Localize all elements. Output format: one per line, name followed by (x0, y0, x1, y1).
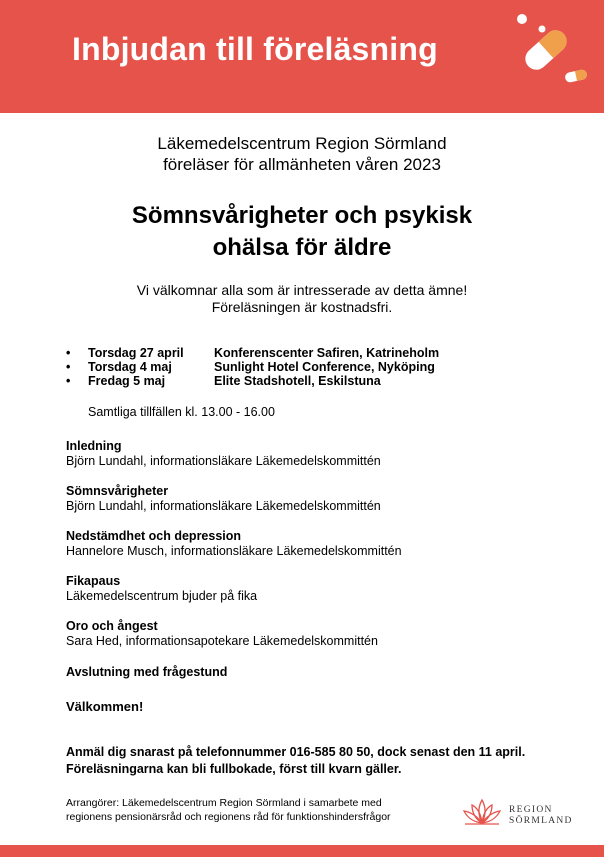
welcome-line: Vi välkomnar alla som är intresserade av detta ämne! (136, 282, 468, 298)
lecture-title-line: ohälsa för äldre (212, 234, 392, 261)
program-detail: Björn Lundahl, informationsläkare Läkemedelskommittén (66, 499, 381, 513)
bullet: • (66, 346, 71, 360)
program-detail: Läkemedelscentrum bjuder på fika (66, 589, 258, 603)
program-detail: Sara Hed, informationsapotekare Läkemedelskommittén (66, 634, 378, 648)
organizers-note (66, 796, 391, 824)
program-heading: Avslutning med frågestund (66, 665, 228, 679)
schedule-venue: Elite Stadshotell, Eskilstuna (214, 374, 381, 388)
registration-line: Föreläsningarna kan bli fullbokade, först till kvarn gäller. (66, 762, 402, 776)
logo-word: REGION (509, 805, 553, 815)
program-heading: Fikapaus (66, 574, 121, 588)
program-heading: Välkommen! (66, 699, 144, 714)
header-banner (0, 0, 604, 113)
capsule-icon (521, 26, 571, 74)
pill-dot-icon (517, 14, 527, 24)
schedule-date: Torsdag 27 april (88, 346, 184, 360)
program-detail: Björn Lundahl, informationsläkare Läkemedelskommittén (66, 454, 381, 468)
program-item (66, 574, 257, 604)
program-item (66, 619, 378, 649)
pill-dot-icon (539, 26, 546, 33)
program-item (66, 484, 381, 514)
program-heading: Oro och ångest (66, 619, 158, 633)
program-heading: Sömnsvårigheter (66, 484, 169, 498)
schedule-venue: Konferenscenter Safiren, Katrineholm (214, 346, 440, 360)
bullet: • (66, 360, 71, 374)
footer-bar (0, 845, 604, 857)
lecture-title (0, 200, 604, 264)
org-line: föreläser för allmänheten våren 2023 (163, 155, 441, 174)
page-title: Inbjudan till föreläsning (72, 31, 438, 67)
program-heading: Nedstämdhet och depression (66, 529, 242, 543)
lotus-icon (464, 800, 500, 824)
program-item (66, 529, 402, 559)
program-heading: Inledning (66, 439, 122, 453)
welcome-line: Föreläsningen är kostnadsfri. (211, 299, 393, 315)
organizers-line: regionens pensionärsråd och regionens råd för funktionshindersfrågor (66, 811, 391, 823)
logo-word: SÖRMLAND (509, 816, 573, 826)
welcome-text (0, 282, 604, 316)
program-item (66, 665, 227, 680)
registration-line: Anmäl dig snarast på telefonnummer 016-585 80 50, dock senast den 11 april. (66, 745, 526, 759)
schedule-date: Fredag 5 maj (88, 374, 166, 388)
program-item (66, 439, 381, 469)
org-line: Läkemedelscentrum Region Sörmland (157, 134, 447, 153)
closing-greeting (66, 699, 143, 714)
schedule-venue: Sunlight Hotel Conference, Nyköping (214, 360, 435, 374)
bullet: • (66, 374, 71, 388)
schedule-date: Torsdag 4 maj (88, 360, 172, 374)
small-pill-icon (564, 69, 588, 83)
logo-text (509, 805, 573, 827)
organizer-intro (0, 133, 604, 175)
organizers-line: Arrangörer: Läkemedelscentrum Region Sörmland i samarbete med (66, 797, 382, 809)
pills-icon (510, 10, 600, 90)
time-note: Samtliga tillfällen kl. 13.00 - 16.00 (88, 405, 275, 419)
registration-info (66, 744, 525, 778)
program-detail: Hannelore Musch, informationsläkare Läkemedelskommittén (66, 544, 402, 558)
lecture-title-line: Sömnsvårigheter och psykisk (131, 202, 473, 229)
